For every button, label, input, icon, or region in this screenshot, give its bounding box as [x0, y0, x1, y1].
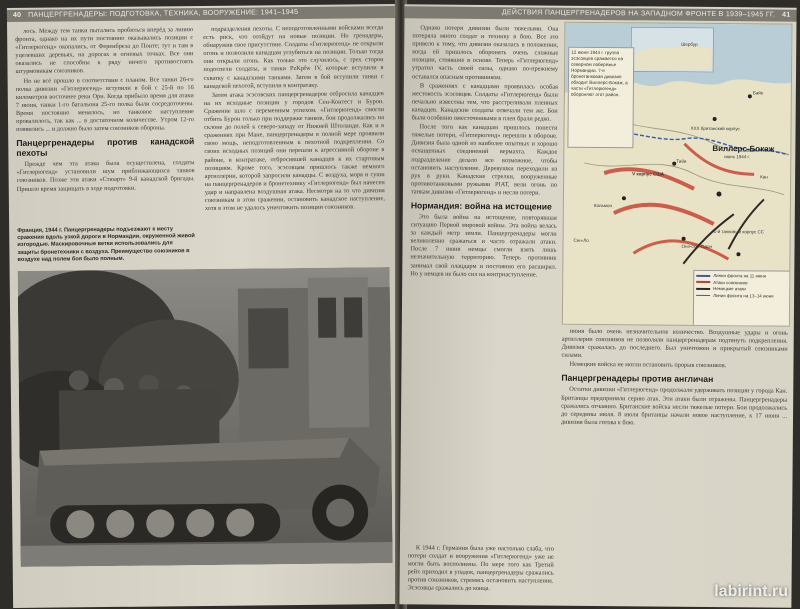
left-col1-paragraph: Но не всё прошло в соответствии с планом. Все танки 26-го полка дивизии «Гитлерюгенд» вступили в бой с 25-й по 16 километров восточнее реки Орн. Когда прибыло время для атаки 7 июня, танки 1-го батальона 25-го полка были сосредоточены. Время постоянно менялось, но танковое наступление провалилось, так как ... в достаточном количестве. Утром 12-го появились ... и должно было затем союзников обороны.: [15, 75, 195, 134]
right-col1-paragraph: К 1944 г. Германия была уже настолько слаба, что потери солдат и вооружения «Гитлерюгенд» уже не могли быть восполнены. По мере того как Третий рейх приходил в упадок, панцергренадеры сражались против союзников, стремясь остановить наступление. Эсэсовцы сражались до конца.: [407, 544, 554, 593]
map-label-town: Сен-Ло: [573, 237, 589, 243]
left-header-title: ПАНЦЕРГРЕНАДЕРЫ: ПОДГОТОВКА, ТЕХНИКА, ВООРУЖЕНИЕ: 1941–1945: [28, 8, 299, 19]
right-col1-paragraph: Это была война на истощение, повторявшая ситуацию Первой мировой войны. Эта война велась за каждый метр земли. Панцергренадеры могли великолепно сражаться и часто отражали атаки. После 7 июня немцы смогли взять лишь незначительную территорию. Теперь противник занимал свой плацдарм и постоянно его расширял. Но у немцев не было сил на контрнаступление.: [410, 213, 557, 279]
map-label-town: Байе: [752, 90, 764, 96]
right-col2-paragraph: Остатки дивизии «Гитлерюгенд» продолжали удерживать позиции у города Кан. Британцы предприняли серию атак. Эти атаки были отражены. Панцергренадеры сражались отчаянно. Британские войска несли тяжелые потери. Бои продолжались до середины июля. 8 июля британцы начали новое наступление, к 17 июня ... дивизия была готова к бою.: [560, 386, 788, 427]
left-col2-paragraph: подразделения пехоты. С неподготовленными войсками всегда есть риск, что отойдут на новые позиции. Но гренадеры, обнаружив свое присутствие. Солдаты «Гитлерюгенд» не открыли огонь и позволили канадцам углубиться на позиции. Только тогда они открыли огонь. Как только это случилось, с трех сторон подоспели солдаты, и танки PzKpfw IV, которые вступили в схватку с канадскими танками. Затем в бой вступили танки с канадской пехотой, вступили в контратаку.: [203, 24, 384, 90]
right-column-1-bottom: [407, 544, 553, 595]
right-page: [399, 4, 796, 607]
left-col1-paragraph: Прежде чем эта атака была осуществлена, солдаты «Гитлерюгенд» установили шум приближающихся танков союзников. Позже эти атаки «Стюарт» 9-й канадской бригады. Пришло время защищать в ходе подготовки.: [16, 159, 195, 193]
right-col1-paragraph: В сражениях с канадцами проявилась особая жестокость эсэсовцев. Солдаты «Гитлерюгенд» были печально известны тем, что расстреливали пленных канадцев. Канадские солдаты отвечали тем же. Бои были особенно ожесточенными в плен брали редко.: [411, 82, 558, 123]
right-col1-paragraph: После того как канадцам пришлось понести тяжелые потери, «Гитлерюгенд» перешли к обороне. Дивизия была одной из наиболее опытных и хорошо оснащенных соединений вермахта. Каждое подразделение делало все возможное, чтобы остановить наступление. Деревушки переходили из рук в руки. Канадские стрелки, вооруженные противотанковыми ружьями PIAT, вели огонь по танкам дивизии «Гитлерюгенд» и несли потери.: [410, 123, 558, 197]
left-col1-paragraph: лось. Между тем танки пытались пробиться вперёд за линию фронта, однако на их пути постоянно оказывались позиции с «Гитлерюгенд» окопались, от Ференбреза до Понте; тут и там в уцелевших деревьях, на дорогах и огневых точках. Все они оказались не способны к ряду ничего противостоять штурмовикам союзников.: [15, 26, 194, 76]
map-key-label: Атаки союзников: [713, 279, 748, 285]
heading-normandy-attrition: Нормандия: война на истощение: [410, 200, 552, 212]
right-page-header: [405, 6, 797, 21]
right-header-title: ДЕЙСТВИЯ ПАНЦЕРГРЕНАДЕРОВ НА ЗАПАДНОМ ФРОНТЕ В 1939–1945 ГГ.: [501, 9, 776, 19]
map-label-town: Онэ-сюр-Одон: [681, 243, 712, 249]
map-title: Виллерс-Бокаж: [712, 143, 775, 154]
right-col2-paragraph: Немецкие войска не могли остановить прорыв союзников.: [569, 361, 727, 370]
heading-vs-british: Панцергренадеры против англичан: [561, 373, 714, 385]
left-column-1: [15, 26, 195, 194]
map-date-label: июнь 1944 г.: [724, 154, 750, 160]
heading-canadian-infantry: Панцергренадеры против канадской пехоты: [16, 136, 195, 159]
map-label-note: 1-й танковый корпус СС: [713, 229, 765, 235]
right-col1-paragraph: Однако потери дивизии были тяжелыми. Она потеряла много солдат и технику в бою. Все это привело к тому, что дивизия оказалась в положении, когда ей пришлось оборонять очень сложные позиции, стоявшие в основе. Теперь «Гитлерюгенд» утратил часть своей силы, однако по-прежнему оставался опасным противником.: [411, 24, 559, 81]
watermark-logo: labirint.ru: [714, 583, 788, 600]
left-col2-paragraph: Затем атака эсэсовских панцергренадеров отбросила канадцев на их исходные позиции у городов Сен-Контест и Бурон. Сражение шло с переменным успехом. «Гитлерюгенд» смогли отбить Бурон только при поддержке танков, бои продолжались на склоне до полей к северо-западу от Нижней Штоланди. Как и в сражениях при Мане, панцергренадеры в полной мере проявили свою мощь, неподготовленным к пехотной подкрепления. Со своих исходных позиций они перешли к агрессивной обороне в районе, в контратаке, отбросившей канадцев к их стартовым позициям. Кроме того, эсэсовцам пришлось также немного артиллерии, которой запросили канадцы. С воздуха, моря и суши на панцергренадеров и бронетехнику «Гитлерюгенд» был нанесен удар и направлена воздушная атака. Несмотря на то что дивизия союзникам в этом сражении, остановить канадское наступление, хотя в этом не удалось уничтожить позиции союзников.: [203, 89, 385, 213]
map-key-swatch: [696, 281, 710, 283]
left-column-2: [203, 24, 385, 214]
map-key-swatch: [696, 288, 710, 290]
map-label-town: Кольмон: [593, 202, 612, 209]
map-label-corps-30: XXX британский корпус: [690, 125, 740, 132]
map-key-swatch: [696, 295, 710, 296]
map-key-label: Линия фронта на 11 июня: [713, 273, 767, 279]
map-label-shore: Шербур: [681, 41, 698, 47]
map-key-swatch: [696, 275, 710, 277]
villers-bocage-map: [562, 22, 793, 327]
left-page-number: 40: [12, 11, 22, 19]
photo-caption: Франция, 1944 г. Панцергренадеры подъезжают к месту сражения вдоль узкой дороги в Нормандии, окруженной живой изгородью. Маскировочные ветки использовались для защиты бронетехники с воздуха. Преимущество союзников в воздухе над полем боя было полным.: [17, 226, 195, 263]
map-legend-note: 12 июня 1944 г. группа эсэсовцев сражается на северном побережье Нормандии. 7-я бронетанковая дивизия обходит Виллерс-Бокаж, а части «Гитлерюгенд» обороняют этот район.: [567, 47, 634, 149]
right-column-2: [561, 328, 788, 430]
right-column-1: [410, 24, 558, 280]
map-key-label: Немецкие атаки: [713, 286, 746, 292]
halftrack-photo-image: [18, 267, 393, 567]
map-key: [693, 270, 792, 327]
map-label-town: Тийи: [676, 158, 687, 164]
map-label-town: Кан: [760, 174, 768, 180]
map-label-corps-us: V корпус США: [632, 171, 665, 177]
left-page: [7, 4, 401, 608]
right-page-number: 41: [782, 11, 791, 19]
map-key-label: Линия фронта на 13–14 июня: [713, 292, 774, 299]
left-page-header: [7, 6, 395, 22]
right-col2-paragraph: июня было очень незначительное количество. Воздушные удары и огонь артиллерии союзников не позволяли панцергренадерам подтянуть подкрепления. Дивизия сражалась до последнего. Был уничтожен и прикрытый союзниками силами.: [561, 327, 788, 360]
map-key-item: [696, 292, 788, 299]
halftrack-photo: [18, 267, 393, 567]
